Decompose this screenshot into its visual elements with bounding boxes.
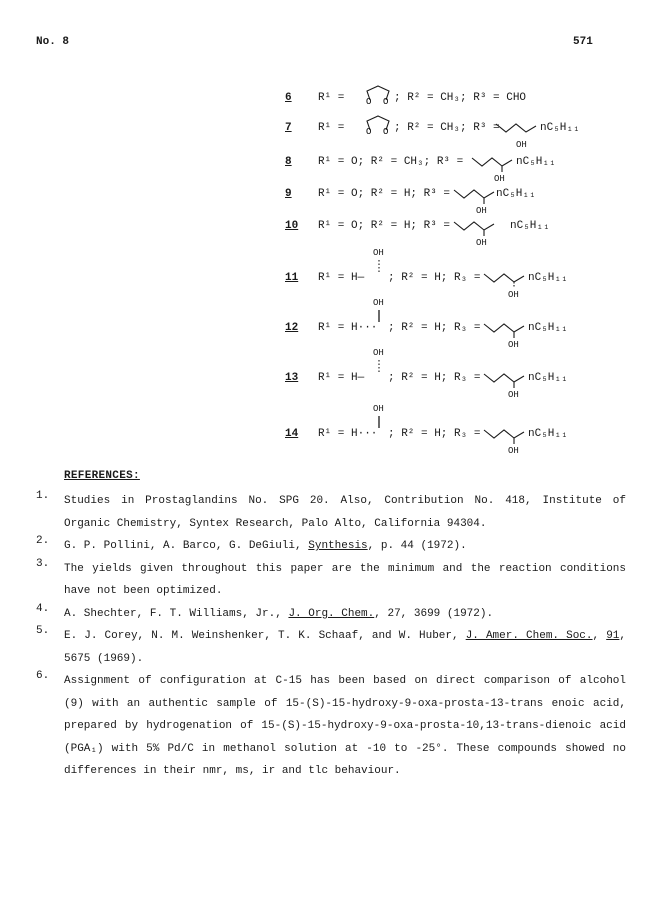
hydroxyl-label: OH: [476, 206, 487, 216]
reference-text: E. J. Corey, N. M. Weinshenker, T. K. Schaaf, and W. Huber, J. Amer. Chem. Soc., 91, 5675 (1969).: [64, 630, 626, 665]
compound-row: [0, 146, 672, 184]
compound-row: [0, 178, 672, 216]
r-group-formula-tail: ; R² = H; R₃ =: [388, 372, 481, 384]
reference-text: A. Shechter, F. T. Williams, Jr., J. Org. Chem., 27, 3699 (1972).: [64, 607, 494, 620]
pentyl-label: nC₅H₁₁: [528, 322, 568, 334]
side-chain-icon: [482, 270, 532, 290]
compound-number: 14: [285, 428, 299, 440]
reference-number: 1.: [36, 490, 50, 502]
r-group-formula-tail: ; R² = H; R₃ =: [388, 322, 481, 334]
dioxolane-ring-icon: [364, 114, 392, 136]
pentyl-label: nC₅H₁₁: [510, 220, 550, 232]
compound-row: [0, 210, 672, 248]
reference-text: The yields given throughout this paper are the minimum and the reaction conditions have not been optimized.: [64, 562, 626, 597]
r-group-formula: R¹ = H—: [318, 272, 365, 284]
r-group-formula: R¹ = O; R² = CH₃; R³ =: [318, 156, 464, 168]
side-chain-icon: [452, 218, 512, 238]
svg-text:O: O: [366, 127, 372, 137]
reference-number: 4.: [36, 602, 50, 615]
wedge-bond-icon: [376, 308, 382, 326]
reference-list: [36, 490, 626, 783]
hashed-bond-icon: [376, 358, 382, 376]
references-heading: REFERENCES:: [64, 470, 140, 482]
hydroxyl-label: OH: [508, 340, 519, 350]
compound-number: 12: [285, 322, 299, 334]
volume-number: 91: [606, 630, 620, 642]
reference-item: [36, 670, 626, 783]
r-group-formula: R¹ =: [318, 122, 352, 134]
hydroxyl-label: OH: [373, 348, 384, 358]
pentyl-label: nC₅H₁₁: [516, 156, 556, 168]
side-chain-icon: [470, 154, 520, 174]
r-group-formula-tail: ; R² = H; R₃ =: [388, 272, 481, 284]
page-number: 571: [573, 36, 593, 48]
reference-text: Studies in Prostaglandins No. SPG 20. Also, Contribution No. 418, Institute of Organic Chemistry, Syntex Research, Palo Alto, California 94304.: [64, 495, 626, 530]
r-group-formula: R¹ = H—: [318, 372, 365, 384]
hydroxyl-label: OH: [476, 238, 487, 248]
r-group-formula: R¹ = H···: [318, 428, 378, 440]
reference-text: Assignment of configuration at C-15 has been based on direct comparison of alcohol (9) with an authentic sample of 15-(S)-15-hydroxy-9-oxa-prosta-13-trans enoic acid, prepared by hydrogenation of 15-(S)-15-hydroxy-9-oxa-prosta-10,13-trans-dienoic acid (PGA₁) with 5% Pd/C in methanol solution at -10 to -25°. These compounds showed no differences in their nmr, ms, ir and tlc behaviour.: [64, 675, 626, 777]
compound-number: 11: [285, 272, 299, 284]
side-chain-icon: [482, 370, 532, 390]
reference-item: [36, 625, 626, 670]
pentyl-label: nC₅H₁₁: [540, 122, 580, 134]
reference-number: 2.: [36, 535, 50, 547]
compound-number: 13: [285, 372, 299, 384]
journal-issue: No. 8: [36, 36, 70, 48]
reference-number: 5.: [36, 625, 50, 637]
hashed-bond-icon: [376, 258, 382, 276]
compound-row: [0, 298, 672, 350]
compound-number: 7: [285, 122, 292, 134]
hydroxyl-label: OH: [508, 290, 519, 300]
hydroxyl-label: OH: [373, 404, 384, 414]
reference-text: G. P. Pollini, A. Barco, G. DeGiuli, Synthesis, p. 44 (1972).: [64, 540, 467, 552]
hydroxyl-label: OH: [508, 446, 519, 456]
pentyl-label: nC₅H₁₁: [528, 372, 568, 384]
reference-item: [36, 603, 626, 626]
hydroxyl-label: OH: [494, 174, 505, 184]
journal-name: Synthesis: [308, 540, 368, 552]
r-group-formula-tail: ; R² = CH₃; R³ = CHO: [394, 92, 527, 104]
side-chain-icon: [482, 320, 532, 340]
pentyl-label: nC₅H₁₁: [528, 428, 568, 440]
svg-text:O: O: [366, 97, 372, 107]
side-chain-icon: [482, 426, 532, 446]
r-group-formula: R¹ = O; R² = H; R³ =: [318, 188, 451, 200]
hydroxyl-label: OH: [373, 248, 384, 258]
journal-name: J. Amer. Chem. Soc.: [465, 630, 593, 642]
reference-item: [36, 535, 626, 558]
reference-number: 6.: [36, 670, 50, 682]
compound-number: 8: [285, 156, 292, 168]
compound-number: 10: [285, 220, 299, 232]
compound-row: [0, 348, 672, 400]
pentyl-label: nC₅H₁₁: [528, 272, 568, 284]
r-group-formula: R¹ =: [318, 92, 352, 104]
compound-row: [0, 82, 672, 112]
svg-text:O: O: [383, 97, 389, 107]
r-group-formula-tail: ; R² = CH₃; R³ =: [394, 122, 500, 134]
reference-item: [36, 558, 626, 603]
pentyl-label: nC₅H₁₁: [496, 188, 536, 200]
hydroxyl-label: OH: [516, 140, 527, 150]
compound-row: [0, 248, 672, 300]
side-chain-icon: [452, 186, 502, 206]
journal-name: J. Org. Chem.: [288, 607, 375, 620]
compound-number: 9: [285, 188, 292, 200]
reference-item: [36, 490, 626, 535]
hydroxyl-label: OH: [508, 390, 519, 400]
side-chain-icon: [494, 120, 538, 138]
compound-row: [0, 404, 672, 456]
dioxolane-ring-icon: [364, 84, 392, 106]
reference-number: 3.: [36, 557, 50, 570]
compound-row: [0, 112, 672, 150]
hydroxyl-label: OH: [373, 298, 384, 308]
r-group-formula-tail: ; R² = H; R₃ =: [388, 428, 481, 440]
svg-text:O: O: [383, 127, 389, 137]
r-group-formula: R¹ = H···: [318, 322, 378, 334]
compound-number: 6: [285, 92, 292, 104]
wedge-bond-icon: [376, 414, 382, 432]
r-group-formula: R¹ = O; R² = H; R³ =: [318, 220, 451, 232]
